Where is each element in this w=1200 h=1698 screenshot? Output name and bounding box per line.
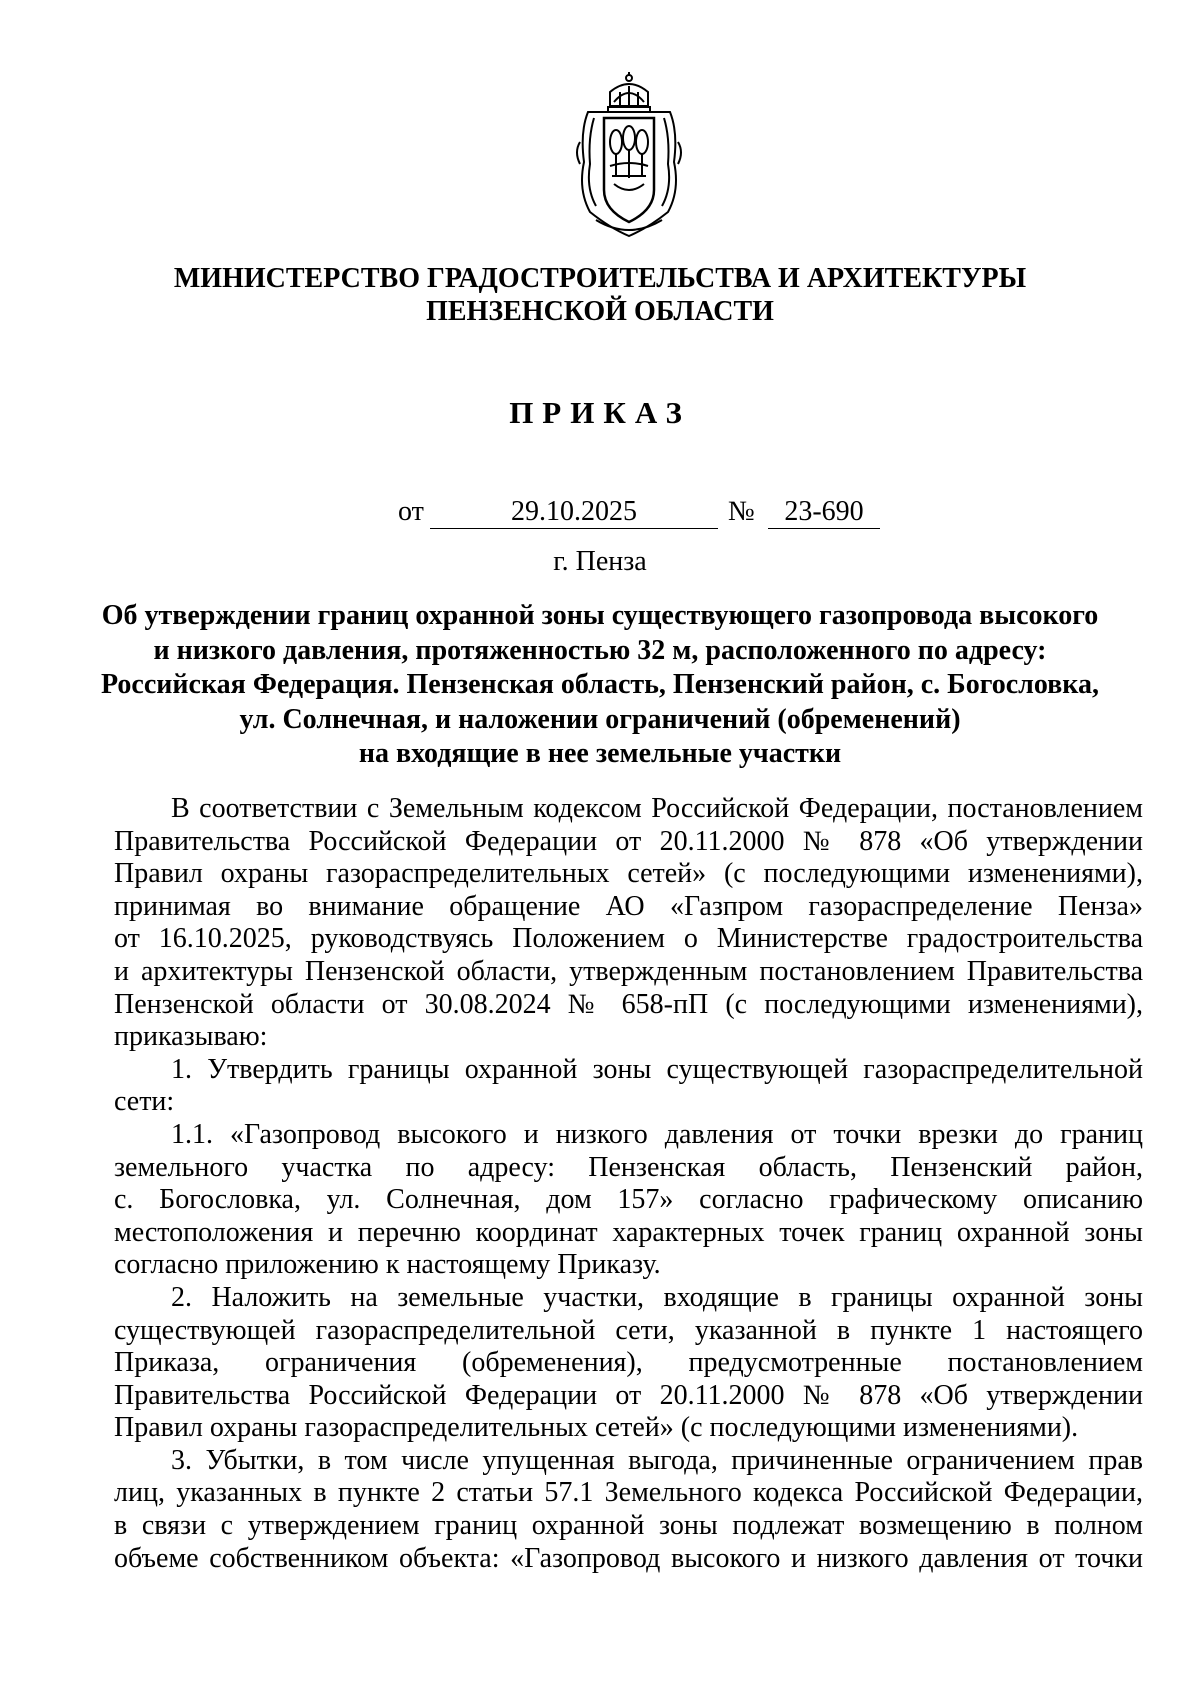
body-line: с. Богословка, ул. Солнечная, дом 157» согласно графическому описанию xyxy=(114,1184,1143,1216)
body-line: существующей газораспределительной сети, указанной в пункте 1 настоящего xyxy=(114,1314,1143,1346)
body-line: земельного участка по адресу: Пензенская область, Пензенский район, xyxy=(114,1151,1143,1183)
body-line: сети: xyxy=(114,1086,175,1118)
body-line: согласно приложению к настоящему Приказу. xyxy=(114,1249,661,1281)
body-line: 1. Утвердить границы охранной зоны существующей газораспределительной xyxy=(171,1053,1143,1085)
document-type-title: ПРИКАЗ xyxy=(509,395,691,430)
order-body xyxy=(114,793,1143,1575)
body-line: 3. Убытки, в том числе упущенная выгода, причиненные ограничением прав xyxy=(171,1444,1143,1476)
body-line: Приказа, ограничения (обременения), предусмотренные постановлением xyxy=(114,1347,1143,1379)
subject-line: Российская Федерация. Пензенская область, Пензенский район, с. Богословка, xyxy=(101,669,1099,700)
body-line: Правительства Российской Федерации от 20.11.2000 № 878 «Об утверждении xyxy=(114,825,1143,857)
body-line: и архитектуры Пензенской области, утвержденным постановлением Правительства xyxy=(114,955,1143,987)
subject-line: на входящие в нее земельные участки xyxy=(358,738,842,769)
order-subject xyxy=(100,599,1100,772)
order-date: 29.10.2025 xyxy=(430,495,718,529)
body-line: Правил охраны газораспределительных сетей» (с последующими изменениями). xyxy=(114,1412,1079,1444)
body-line: принимая во внимание обращение АО «Газпром газораспределение Пенза» xyxy=(114,890,1143,922)
body-line: Правительства Российской Федерации от 20.11.2000 № 878 «Об утверждении xyxy=(114,1379,1143,1411)
body-line: местоположения и перечню координат характерных точек границ охранной зоны xyxy=(114,1216,1143,1248)
order-number: 23-690 xyxy=(768,495,880,529)
number-sign: № xyxy=(728,496,755,527)
subject-line: Об утверждении границ охранной зоны существующего газопровода высокого xyxy=(101,600,1099,631)
subject-line: ул. Солнечная, и наложении ограничений (обременений) xyxy=(239,703,961,735)
body-line: от 16.10.2025, руководствуясь Положением о Министерстве градостроительства xyxy=(114,923,1143,955)
ministry-name xyxy=(100,262,1100,328)
body-line: приказываю: xyxy=(114,1021,268,1053)
body-line: 2. Наложить на земельные участки, входящие в границы охранной зоны xyxy=(171,1281,1143,1313)
ministry-name-line1: МИНИСТЕРСТВО ГРАДОСТРОИТЕЛЬСТВА И АРХИТЕКТУРЫ xyxy=(173,263,1027,294)
subject-line: и низкого давления, протяженностью 32 м, расположенного по адресу: xyxy=(153,634,1047,666)
ministry-name-line2: ПЕНЗЕНСКОЙ ОБЛАСТИ xyxy=(426,296,774,327)
from-label: от xyxy=(398,496,424,527)
body-line: В соответствии с Земельным кодексом Российской Федерации, постановлением xyxy=(171,793,1143,824)
body-line: Пензенской области от 30.08.2024 № 658-пП (с последующими изменениями), xyxy=(114,988,1143,1020)
body-line: 1.1. «Газопровод высокого и низкого давления от точки врезки до границ xyxy=(171,1118,1143,1150)
body-line: объеме собственником объекта: «Газопровод высокого и низкого давления от точки xyxy=(114,1542,1143,1574)
city-name: г. Пенза xyxy=(553,546,647,577)
body-line: лиц, указанных в пункте 2 статьи 57.1 Земельного кодекса Российской Федерации, xyxy=(114,1477,1143,1509)
body-line: Правил охраны газораспределительных сетей» (с последующими изменениями), xyxy=(114,858,1143,890)
body-line: в связи с утверждением границ охранной зоны подлежат возмещению в полном xyxy=(114,1510,1143,1542)
coat-of-arms-emblem xyxy=(570,72,688,240)
